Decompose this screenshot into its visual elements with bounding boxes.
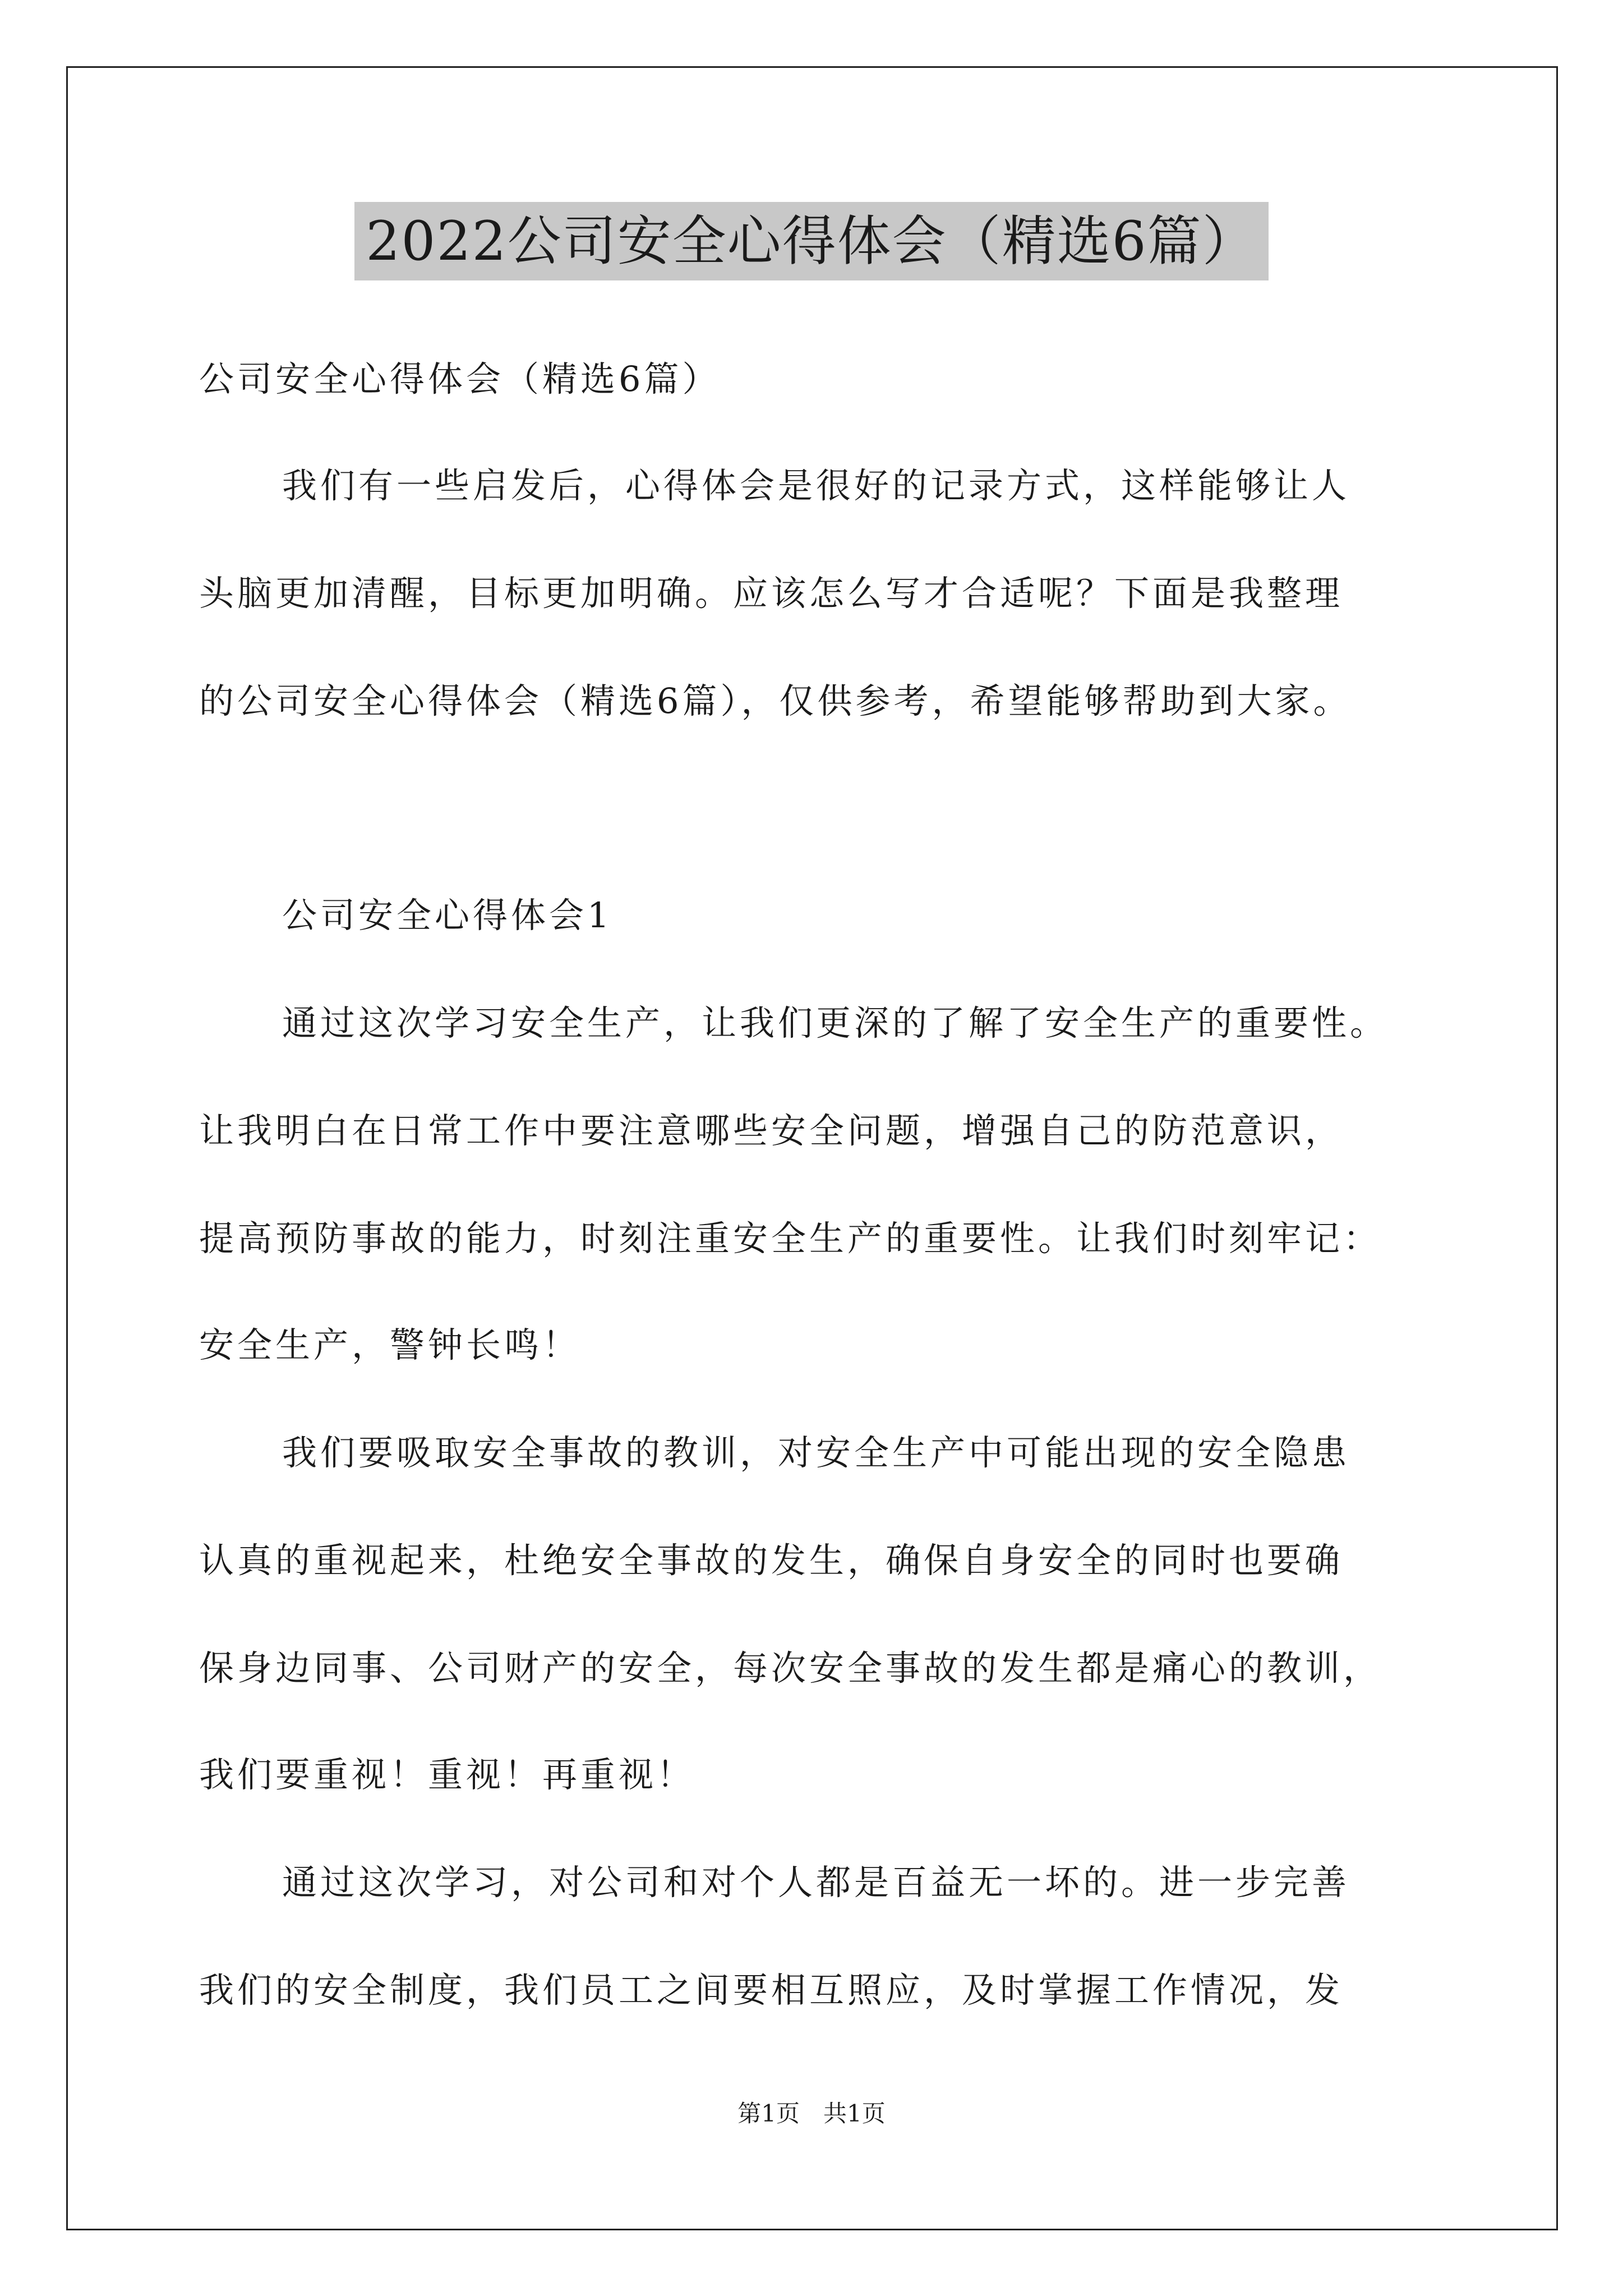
- body-line-6: 认真的重视起来，杜绝安全事故的发生，确保自身安全的同时也要确: [199, 1540, 1344, 1581]
- body-line-1: 通过这次学习安全生产，让我们更深的了解了安全生产的重要性。: [282, 1002, 1389, 1043]
- document-subtitle: 公司安全心得体会（精选6篇）: [199, 358, 721, 399]
- page-footer: 第1页 共1页: [737, 2100, 886, 2127]
- intro-line-1: 我们有一些启发后，心得体会是很好的记录方式，这样能够让人: [282, 465, 1350, 506]
- document-title: 2022公司安全心得体会（精选6篇）: [354, 202, 1268, 280]
- body-line-10: 我们的安全制度，我们员工之间要相互照应，及时掌握工作情况，发: [199, 1970, 1344, 2010]
- body-line-3: 提高预防事故的能力，时刻注重安全生产的重要性。让我们时刻牢记：: [199, 1218, 1382, 1259]
- body-line-9: 通过这次学习，对公司和对个人都是百益无一坏的。进一步完善: [282, 1862, 1350, 1903]
- title-container: [0, 202, 1623, 280]
- section-heading: 公司安全心得体会1: [282, 895, 613, 936]
- body-line-8: 我们要重视！重视！再重视！: [199, 1754, 695, 1795]
- body-line-2: 让我明白在日常工作中要注意哪些安全问题，增强自己的防范意识，: [199, 1110, 1344, 1151]
- body-line-5: 我们要吸取安全事故的教训，对安全生产中可能出现的安全隐患: [282, 1432, 1350, 1473]
- body-line-7: 保身边同事、公司财产的安全，每次安全事故的发生都是痛心的教训，: [199, 1648, 1382, 1688]
- intro-line-3: 的公司安全心得体会（精选6篇），仅供参考，希望能够帮助到大家。: [199, 680, 1352, 721]
- body-line-4: 安全生产，警钟长鸣！: [199, 1324, 581, 1365]
- intro-line-2: 头脑更加清醒，目标更加明确。应该怎么写才合适呢？下面是我整理: [199, 573, 1344, 614]
